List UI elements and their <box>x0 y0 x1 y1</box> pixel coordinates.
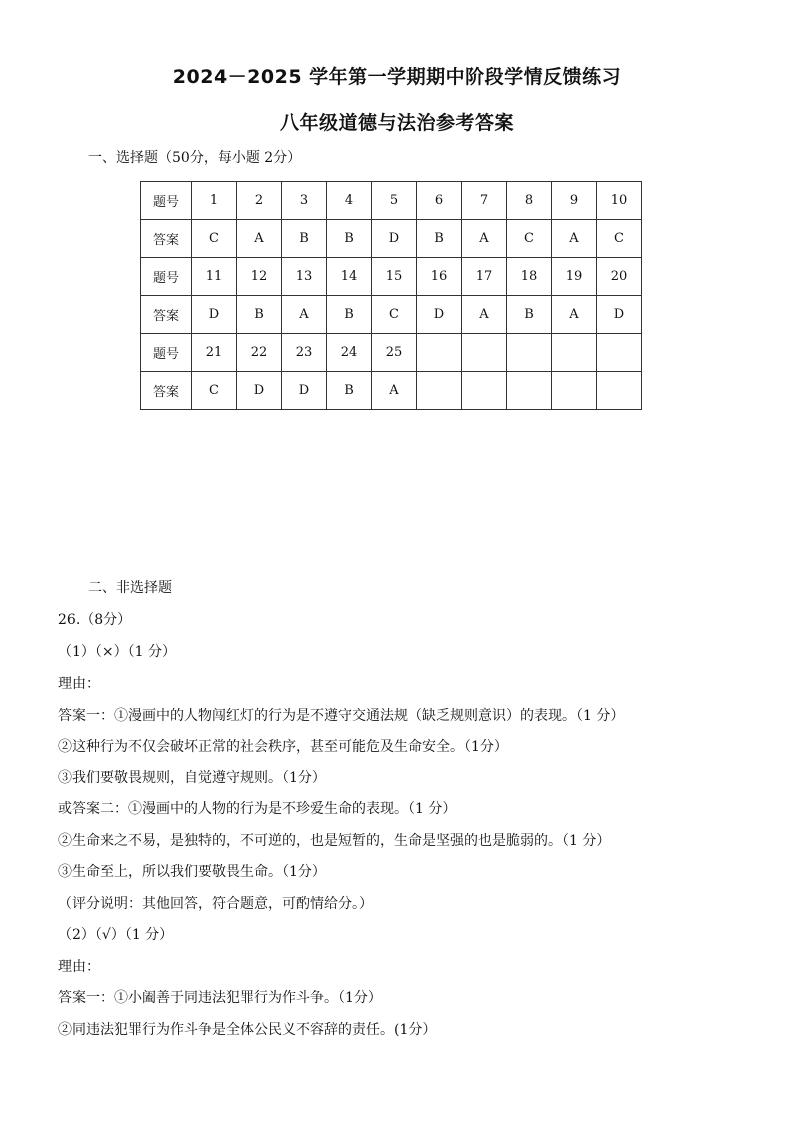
table-cell: 14 <box>327 258 372 296</box>
table-cell <box>552 334 597 372</box>
table-cell <box>417 334 462 372</box>
table-cell: 6 <box>417 182 462 220</box>
row-label-number: 题号 <box>141 334 192 372</box>
table-cell: D <box>192 296 237 334</box>
grading-note: （评分说明：其他回答，符合题意，可酌情给分。） <box>58 896 373 912</box>
table-row-numbers <box>141 182 642 220</box>
answer-line: 答案一：①漫画中的人物闯红灯的行为是不遵守交通法规（缺乏规则意识）的表现。（1 分） <box>58 708 625 724</box>
table-row-numbers <box>141 334 642 372</box>
table-cell: A <box>372 372 417 410</box>
table-cell: 18 <box>507 258 552 296</box>
table-cell: 21 <box>192 334 237 372</box>
table-cell: 20 <box>597 258 642 296</box>
table-cell: 7 <box>462 182 507 220</box>
row-label-number: 题号 <box>141 258 192 296</box>
table-row-numbers <box>141 258 642 296</box>
answer-line: ②这种行为不仅会破坏正常的社会秩序，甚至可能危及生命安全。（1分） <box>58 739 508 755</box>
answer-table <box>140 181 642 410</box>
table-cell: A <box>462 220 507 258</box>
answer-line: ②生命来之不易，是独特的，不可逆的，也是短暂的，生命是坚强的也是脆弱的。（1 分） <box>58 833 611 849</box>
answer-line: 或答案二：①漫画中的人物的行为是不珍爱生命的表现。（1 分） <box>58 801 457 817</box>
table-cell: 10 <box>597 182 642 220</box>
answer-line: ②同违法犯罪行为作斗争是全体公民义不容辞的责任。(1分） <box>58 1022 437 1038</box>
table-cell: C <box>372 296 417 334</box>
table-cell: C <box>597 220 642 258</box>
row-label-answer: 答案 <box>141 372 192 410</box>
table-cell <box>462 372 507 410</box>
table-cell: D <box>417 296 462 334</box>
question-number: 26.（8分） <box>58 612 132 628</box>
table-cell: A <box>552 296 597 334</box>
table-cell: 1 <box>192 182 237 220</box>
answer-line: ③我们要敬畏规则，自觉遵守规则。（1分） <box>58 770 326 786</box>
section-open-questions-heading: 二、非选择题 <box>88 580 172 596</box>
table-row-answers <box>141 220 642 258</box>
table-cell: B <box>327 220 372 258</box>
table-cell: 11 <box>192 258 237 296</box>
table-cell: A <box>552 220 597 258</box>
table-cell: 12 <box>237 258 282 296</box>
table-cell: 24 <box>327 334 372 372</box>
table-cell: 15 <box>372 258 417 296</box>
table-cell: A <box>237 220 282 258</box>
table-cell <box>552 372 597 410</box>
table-cell: B <box>327 372 372 410</box>
table-cell: D <box>372 220 417 258</box>
table-cell: D <box>237 372 282 410</box>
table-cell <box>417 372 462 410</box>
table-cell: 8 <box>507 182 552 220</box>
table-cell <box>462 334 507 372</box>
table-cell: 3 <box>282 182 327 220</box>
table-row-answers <box>141 372 642 410</box>
table-cell: B <box>237 296 282 334</box>
table-cell: D <box>597 296 642 334</box>
row-label-number: 题号 <box>141 182 192 220</box>
document-subtitle: 八年级道德与法治参考答案 <box>279 112 514 134</box>
answer-line: ③生命至上，所以我们要敬畏生命。（1分） <box>58 864 326 880</box>
table-cell: 25 <box>372 334 417 372</box>
table-cell: C <box>507 220 552 258</box>
answer-line: 答案一：①小阖善于同违法犯罪行为作斗争。（1分） <box>58 990 382 1006</box>
table-cell: A <box>462 296 507 334</box>
sub-question-1: （1）（×）（1 分） <box>58 644 176 660</box>
table-cell: 22 <box>237 334 282 372</box>
table-cell: 13 <box>282 258 327 296</box>
table-cell <box>597 372 642 410</box>
table-cell: 5 <box>372 182 417 220</box>
table-cell <box>507 372 552 410</box>
table-cell: B <box>282 220 327 258</box>
table-cell: C <box>192 372 237 410</box>
table-cell: B <box>417 220 462 258</box>
table-cell: D <box>282 372 327 410</box>
table-cell: 17 <box>462 258 507 296</box>
table-cell: 2 <box>237 182 282 220</box>
table-cell <box>507 334 552 372</box>
table-cell: A <box>282 296 327 334</box>
table-cell: 16 <box>417 258 462 296</box>
table-cell: C <box>192 220 237 258</box>
table-cell: 23 <box>282 334 327 372</box>
reason-label: 理由： <box>58 959 100 975</box>
sub-question-2: （2）（√）（1 分） <box>58 927 174 943</box>
table-row-answers <box>141 296 642 334</box>
reason-label: 理由： <box>58 676 100 692</box>
row-label-answer: 答案 <box>141 220 192 258</box>
row-label-answer: 答案 <box>141 296 192 334</box>
table-cell: 19 <box>552 258 597 296</box>
table-cell: B <box>507 296 552 334</box>
table-cell: 9 <box>552 182 597 220</box>
table-cell: B <box>327 296 372 334</box>
section-multiple-choice-heading: 一、选择题（50分，每小题 2分） <box>88 150 302 166</box>
document-title: 2024－2025 学年第一学期期中阶段学情反馈练习 <box>172 66 622 88</box>
table-cell <box>597 334 642 372</box>
table-cell: 4 <box>327 182 372 220</box>
